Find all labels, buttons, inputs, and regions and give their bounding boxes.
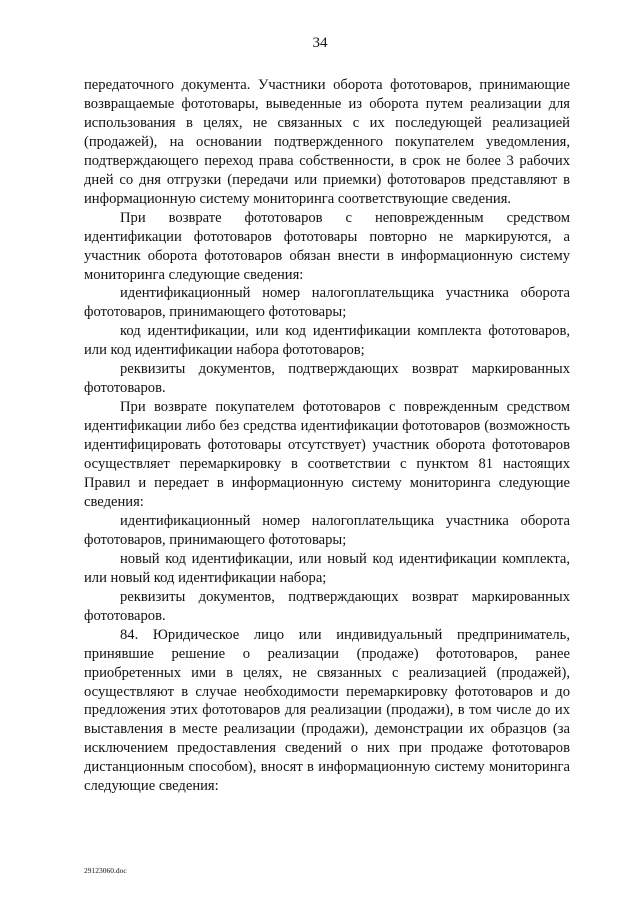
paragraph-7: идентификационный номер налогоплательщика участника оборота фототоваров, принимающего фототовары; [84,512,570,548]
paragraph-2: При возврате фототоваров с неповрежденным средством идентификации фототоваров фототовары повторно не маркируются, а участник оборота фототоваров обязан внести в информационную систему мониторинга следующие сведения: [84,209,570,283]
document-body [84,76,570,796]
footer-filename: 29123060.doc [84,866,127,875]
paragraph-3: идентификационный номер налогоплательщика участника оборота фототоваров, принимающего фототовары; [84,285,570,321]
paragraph-8: новый код идентификации, или новый код идентификации комплекта, или новый код идентификации набора; [84,550,570,586]
paragraph-9: реквизиты документов, подтверждающих возврат маркированных фототоваров. [84,588,570,624]
paragraph-5: реквизиты документов, подтверждающих возврат маркированных фототоваров. [84,361,570,397]
paragraph-4: код идентификации, или код идентификации комплекта фототоваров, или код идентификации набора фототоваров; [84,323,570,359]
paragraph-10: 84. Юридическое лицо или индивидуальный предприниматель, принявшие решение о реализации (продаже) фототоваров, ранее приобретенных ими в целях, не связанных с реализацией (продажей), осуществляют в случае необходимости перемаркировку фототоваров и до предложения этих фототоваров для реализации (продажи), в том числе до их выставления в месте реализации (продажи), демонстрации их образцов (за исключением предоставления сведений о них при продаже фототоваров дистанционным способом), вносят в информационную систему мониторинга следующие сведения: [84,626,570,795]
page-number: 34 [312,35,328,51]
paragraph-6: При возврате покупателем фототоваров с поврежденным средством идентификации либо без средства идентификации фототоваров (возможность идентифицировать фототовары отсутствует) участник оборота фототоваров осуществляет перемаркировку в соответствии с пунктом 81 настоящих Правил и передает в информационную систему мониторинга следующие сведения: [84,399,570,510]
paragraph-1: передаточного документа. Участники оборота фототоваров, принимающие возвращаемые фототовары, выведенные из оборота путем реализации для использования в целях, не связанных с их последующей реализацией (продажей), на основании подтвержденного покупателем уведомления, подтверждающего переход права собственности, в срок не более 3 рабочих дней со дня отгрузки (передачи или приемки) фототоваров представляют в информационную систему мониторинга соответствующие сведения. [84,77,570,207]
